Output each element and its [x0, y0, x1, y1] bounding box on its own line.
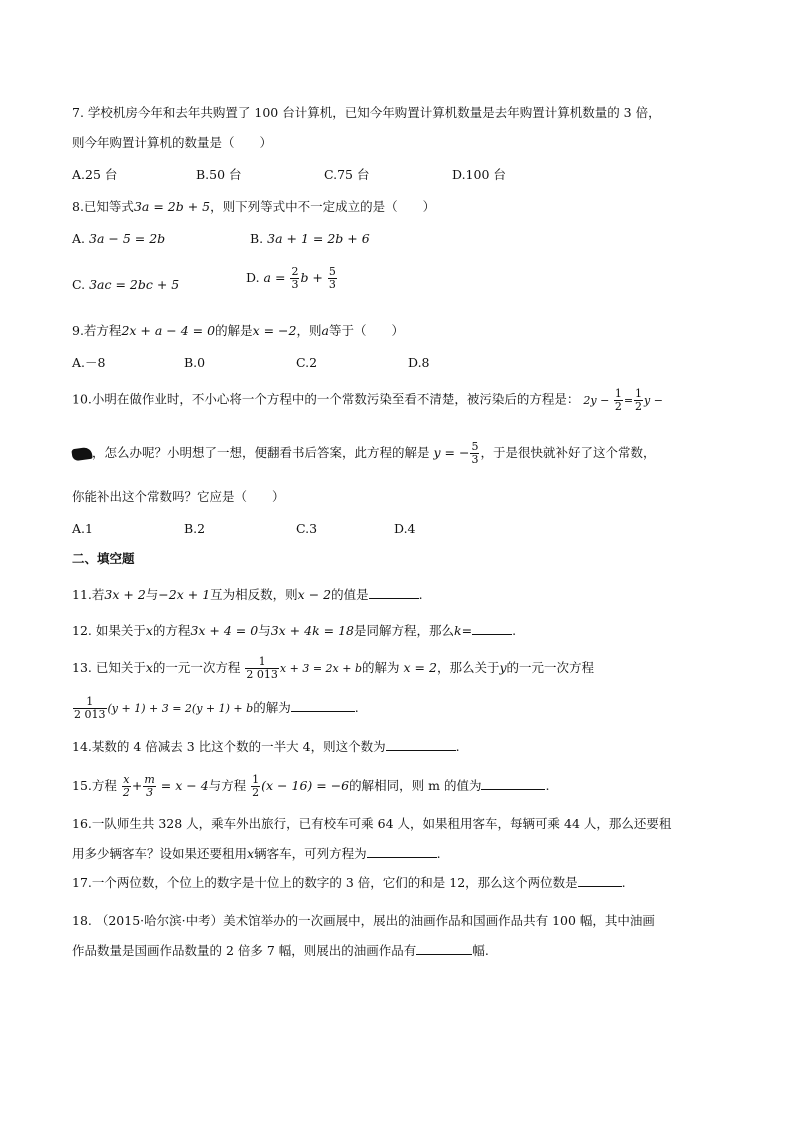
q8-option-d: D. a = $\frac{2}{3}$ b + $\frac{5}{3}$	[246, 265, 336, 291]
q8-option-a: A. 3a − 5 = 2b	[72, 231, 166, 246]
question-18-line-1: 18. （2015·哈尔滨·中考）美术馆举办的一次画展中，展出的油画作品和国画作品共有 100 幅，其中油画	[72, 913, 655, 928]
question-7-line-1: 7. 学校机房今年和去年共购置了 100 台计算机，已知今年购置计算机数量是去年购置计算机数量的 3 倍，	[72, 105, 661, 120]
q8-equation: 3a = 2b + 5	[133, 199, 211, 214]
question-10-line-2: ，怎么办呢？小明想了一想，便翻看书后答案，此方程的解是 y = − $\frac{5}{3}$ ，于是很快就补好了这个常数，	[72, 441, 655, 466]
q7-option-a: A.25 台	[72, 167, 118, 182]
q10-option-d: D.4	[394, 521, 416, 536]
q8-option-c: C. 3ac = 2bc + 5	[72, 277, 180, 292]
question-10-line-1: 10.小明在做作业时，不小心将一个方程中的一个常数污染至看不清楚，被污染后的方程是： 2y − $\frac{1}{2}$ = $\frac{1}{2}$ y −	[72, 387, 663, 413]
ink-blot-icon	[71, 446, 92, 461]
question-8	[72, 198, 435, 216]
q10-option-a: A.1	[72, 521, 93, 536]
question-16-line-1: 16.一队师生共 328 人，乘车外出旅行，已有校车可乘 64 人，如果租用客车，每辆可乘 44 人，那么还要租	[72, 816, 672, 831]
section-heading-fill-in: 二、填空题	[72, 551, 135, 566]
q9-option-c: C.2	[296, 355, 318, 370]
question-16-line-2: 用多少辆客车？设如果还要租用x辆客车，可列方程为 .	[72, 846, 441, 861]
question-7-line-2: 则今年购置计算机的数量是（ ）	[72, 135, 273, 150]
q9-option-a: A.－8	[72, 355, 106, 370]
question-13-line-1: 13. 已知关于x的一元一次方程 $\frac{1}{2 013}$ x + 3 = 2x + b的解为 x = 2，那么关于y的一元一次方程	[72, 655, 595, 681]
question-14: 14.某数的 4 倍减去 3 比这个数的一半大 4，则这个数为 .	[72, 739, 460, 754]
question-18-line-2: 作品数量是国画作品数量的 2 倍多 7 幅，则展出的油画作品有 幅.	[72, 943, 489, 958]
q11-answer-blank[interactable]	[369, 586, 419, 599]
q15-answer-blank[interactable]	[481, 777, 545, 790]
q8-d-fraction-1: $\frac{2}{3}$	[291, 265, 299, 291]
q8-d-fraction-2: $\frac{5}{3}$	[328, 265, 336, 291]
q10-polluted-equation: 2y − $\frac{1}{2}$ = $\frac{1}{2}$ y −	[583, 387, 663, 413]
q18-answer-blank[interactable]	[416, 942, 472, 955]
question-13-line-2: $\frac{1}{2 013}$ (y + 1) + 3 = 2(y + 1) + b的解为 .	[74, 695, 359, 721]
question-11: 11.若3x + 2与−2x + 1互为相反数，则x − 2的值是 .	[72, 587, 423, 602]
q14-answer-blank[interactable]	[386, 738, 456, 751]
q12-answer-blank[interactable]	[472, 622, 512, 635]
q7-option-d: D.100 台	[452, 167, 506, 182]
q7-option-c: C.75 台	[324, 167, 370, 182]
q9-option-d: D.8	[408, 355, 430, 370]
question-17: 17.一个两位数，个位上的数字是十位上的数字的 3 倍，它们的和是 12，那么这个两位数是 .	[72, 875, 626, 890]
question-9: 9.若方程2x + a − 4 = 0的解是x = −2，则a等于（ ）	[72, 323, 404, 338]
q7-option-b: B.50 台	[196, 167, 242, 182]
question-15: 15.方程 $\frac{x}{2}$ + $\frac{m}{3}$ = x − 4与方程 $\frac{1}{2}$ (x − 16) = −6的解相同，则 m 的值为 .	[72, 773, 550, 799]
q8-option-b: B. 3a + 1 = 2b + 6	[250, 231, 370, 246]
q9-option-b: B.0	[184, 355, 206, 370]
q13-answer-blank[interactable]	[291, 699, 355, 712]
q8-prefix: 8.已知等式	[72, 199, 134, 214]
q10-solution-fraction: $\frac{5}{3}$	[471, 440, 479, 466]
q10-option-c: C.3	[296, 521, 318, 536]
question-10-line-3: 你能补出这个常数吗？它应是（ ）	[72, 489, 285, 504]
question-12: 12. 如果关于x的方程3x + 4 = 0与3x + 4k = 18是同解方程，那么k= .	[72, 623, 517, 638]
q8-suffix: ，则下列等式中不一定成立的是（ ）	[210, 199, 436, 214]
q17-answer-blank[interactable]	[578, 874, 622, 887]
q10-option-b: B.2	[184, 521, 206, 536]
q16-answer-blank[interactable]	[367, 845, 437, 858]
